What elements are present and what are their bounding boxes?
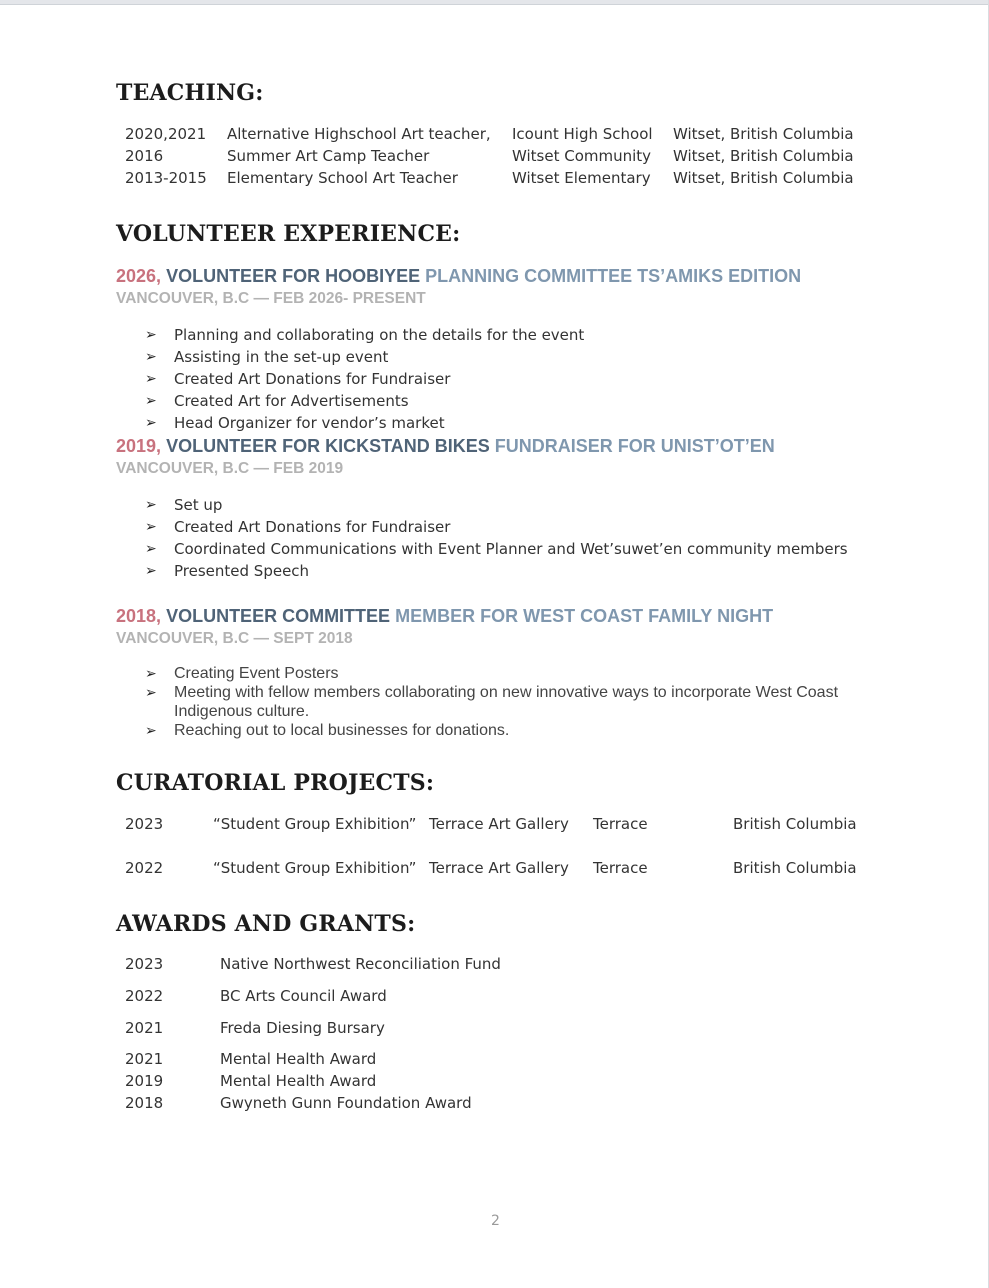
list-item: ➢ Set up [145, 496, 223, 514]
list-item: ➢ Creating Event Posters [145, 665, 339, 682]
teaching-year: 2016 [125, 147, 164, 165]
volunteer-title-part1: VOLUNTEER FOR HOOBIYEE [166, 266, 421, 286]
list-item: ➢ Head Organizer for vendor’s market [145, 414, 445, 432]
teaching-org: Witset Elementary [512, 169, 651, 187]
curatorial-venue: Terrace Art Gallery [429, 859, 569, 877]
arrow-bullet-icon: ➢ [145, 519, 157, 535]
teaching-role: Elementary School Art Teacher [227, 169, 458, 187]
curatorial-province: British Columbia [733, 859, 857, 877]
award-year: 2021 [125, 1050, 164, 1068]
list-item: ➢ Assisting in the set-up event [145, 348, 389, 366]
teaching-heading: TEACHING: [116, 80, 264, 106]
list-item: ➢ Meeting with fellow members collaborating on new innovative ways to incorporate West Coast Indigenous culture. [145, 684, 839, 720]
volunteer-year: 2018, [116, 606, 162, 626]
volunteer-location-date: VANCOUVER, B.C — FEB 2026- PRESENT [116, 290, 426, 307]
arrow-bullet-icon: ➢ [145, 327, 157, 343]
volunteer-location-date: VANCOUVER, B.C — FEB 2019 [116, 460, 344, 477]
volunteer-title-part1: VOLUNTEER COMMITTEE [166, 606, 391, 626]
volunteer-bullet-list [145, 664, 864, 740]
volunteer-entry-title [116, 266, 801, 287]
volunteer-title-part2: PLANNING COMMITTEE TS’AMIKS EDITION [425, 266, 802, 286]
arrow-bullet-icon: ➢ [145, 722, 157, 738]
arrow-bullet-icon: ➢ [145, 497, 157, 513]
arrow-bullet-icon: ➢ [145, 684, 157, 700]
arrow-bullet-icon: ➢ [145, 563, 157, 579]
teaching-place: Witset, British Columbia [673, 125, 854, 143]
teaching-place: Witset, British Columbia [673, 169, 854, 187]
volunteer-entry-title [116, 436, 775, 457]
arrow-bullet-icon: ➢ [145, 349, 157, 365]
curatorial-heading: CURATORIAL PROJECTS: [116, 770, 435, 796]
award-name: Native Northwest Reconciliation Fund [220, 955, 501, 973]
award-year: 2023 [125, 955, 164, 973]
volunteer-location-date: VANCOUVER, B.C — SEPT 2018 [116, 630, 353, 647]
award-name: Gwyneth Gunn Foundation Award [220, 1094, 472, 1112]
volunteer-title-part2: FUNDRAISER FOR UNIST’OT’EN [494, 436, 775, 456]
list-item: ➢ Created Art for Advertisements [145, 392, 409, 410]
arrow-bullet-icon: ➢ [145, 415, 157, 431]
arrow-bullet-icon: ➢ [145, 371, 157, 387]
volunteer-entry-title [116, 606, 773, 627]
award-name: Mental Health Award [220, 1050, 377, 1068]
curatorial-title: “Student Group Exhibition” [213, 859, 417, 877]
curatorial-title: “Student Group Exhibition” [213, 815, 417, 833]
arrow-bullet-icon: ➢ [145, 665, 157, 681]
teaching-role: Alternative Highschool Art teacher, [227, 125, 491, 143]
window-top-border [0, 0, 989, 5]
list-item: ➢ Planning and collaborating on the details for the event [145, 326, 585, 344]
award-year: 2021 [125, 1019, 164, 1037]
curatorial-province: British Columbia [733, 815, 857, 833]
teaching-year: 2020,2021 [125, 125, 207, 143]
award-year: 2018 [125, 1094, 164, 1112]
teaching-role: Summer Art Camp Teacher [227, 147, 430, 165]
arrow-bullet-icon: ➢ [145, 393, 157, 409]
list-item: ➢ Created Art Donations for Fundraiser [145, 370, 451, 388]
award-year: 2022 [125, 987, 164, 1005]
award-name: Freda Diesing Bursary [220, 1019, 385, 1037]
volunteer-title-part2: MEMBER FOR WEST COAST FAMILY NIGHT [395, 606, 774, 626]
volunteer-title-part1: VOLUNTEER FOR KICKSTAND BIKES [166, 436, 490, 456]
awards-heading: AWARDS AND GRANTS: [116, 911, 416, 937]
volunteer-year: 2019, [116, 436, 162, 456]
list-item: ➢ Created Art Donations for Fundraiser [145, 518, 451, 536]
list-item: ➢ Presented Speech [145, 562, 310, 580]
teaching-org: Witset Community [512, 147, 652, 165]
volunteer-bullet-list [145, 324, 584, 434]
volunteer-year: 2026, [116, 266, 162, 286]
award-name: Mental Health Award [220, 1072, 377, 1090]
list-item: ➢ Reaching out to local businesses for donations. [145, 722, 510, 739]
curatorial-venue: Terrace Art Gallery [429, 815, 569, 833]
curatorial-city: Terrace [593, 815, 648, 833]
teaching-org: Icount High School [512, 125, 653, 143]
teaching-year: 2013-2015 [125, 169, 207, 187]
volunteer-bullet-list [145, 494, 848, 582]
list-item: ➢ Coordinated Communications with Event Planner and Wet’suwet’en community members [145, 540, 848, 558]
teaching-place: Witset, British Columbia [673, 147, 854, 165]
curatorial-city: Terrace [593, 859, 648, 877]
volunteer-heading: VOLUNTEER EXPERIENCE: [116, 221, 461, 247]
curatorial-year: 2023 [125, 815, 164, 833]
page-number: 2 [491, 1213, 500, 1229]
award-year: 2019 [125, 1072, 164, 1090]
arrow-bullet-icon: ➢ [145, 541, 157, 557]
curatorial-year: 2022 [125, 859, 164, 877]
award-name: BC Arts Council Award [220, 987, 387, 1005]
